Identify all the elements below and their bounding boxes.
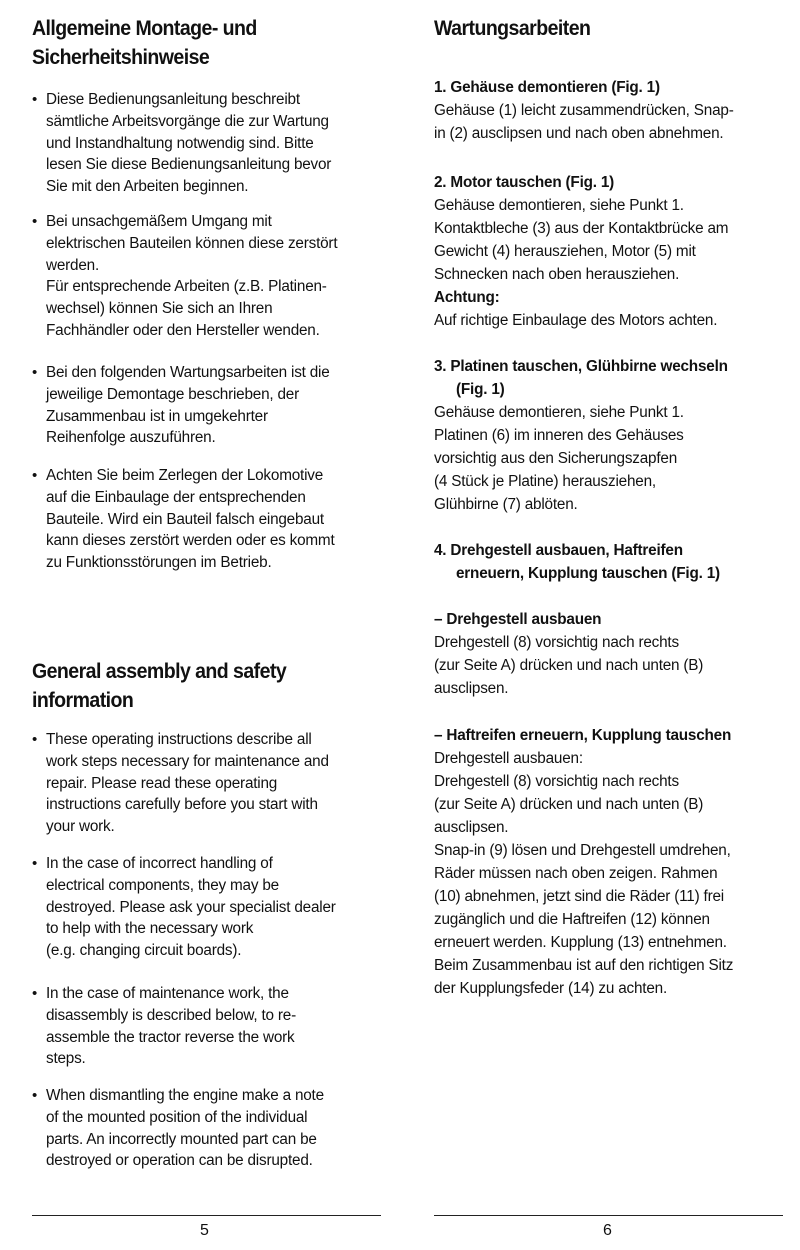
section-title: 1. Gehäuse demontieren (Fig. 1)	[434, 79, 660, 96]
text-line: auf die Einbaulage der entsprechenden	[46, 488, 306, 506]
section-body-line: in (2) ausclipsen und nach oben abnehmen.	[434, 125, 724, 142]
section-title: 4. Drehgestell ausbauen, Haftreifen	[434, 542, 683, 559]
section-body-line: erneuert werden. Kupplung (13) entnehmen.	[434, 934, 727, 951]
heading-line: Allgemeine Montage- und	[32, 17, 257, 40]
section-body-line: Gehäuse demontieren, siehe Punkt 1.	[434, 197, 684, 214]
section-body-line: Gewicht (4) herausziehen, Motor (5) mit	[434, 243, 696, 260]
section-body-line: (zur Seite A) drücken und nach unten (B)	[434, 796, 704, 813]
text-line: lesen Sie diese Bedienungsanleitung bevor	[46, 156, 332, 174]
note-text: Auf richtige Einbaulage des Motors achten.	[434, 312, 718, 329]
text-line: In the case of incorrect handling of	[46, 855, 273, 872]
heading-line: Sicherheitshinweise	[32, 46, 210, 69]
bullet-en-3	[32, 983, 297, 1070]
text-line: These operating instructions describe all	[46, 731, 312, 748]
section-body-line: Glühbirne (7) ablöten.	[434, 496, 578, 513]
bullet-icon: •	[32, 731, 38, 748]
section-body-line: Drehgestell (8) vorsichtig nach rechts	[434, 634, 679, 651]
section-1	[434, 76, 734, 145]
bullet-en-4	[32, 1085, 324, 1172]
footer-rule-right	[434, 1215, 783, 1216]
text-line: werden.	[46, 256, 100, 274]
heading-line: information	[32, 689, 134, 712]
section-body-line: Drehgestell (8) vorsichtig nach rechts	[434, 773, 679, 790]
text-line: destroyed or operation can be disrupted.	[46, 1152, 313, 1170]
text-line: destroyed. Please ask your specialist dealer	[46, 898, 336, 916]
section-body-line: zugänglich und die Haftreifen (12) können	[434, 911, 710, 928]
text-line: Bei unsachgemäßem Umgang mit	[46, 213, 272, 230]
text-line: electrical components, they may be	[46, 876, 279, 894]
page-number-left: 5	[200, 1222, 209, 1239]
text-line: Zusammenbau ist in umgekehrter	[46, 407, 268, 425]
section-body-line: Beim Zusammenbau ist auf den richtigen Sitz	[434, 957, 734, 974]
text-line: work steps necessary for maintenance and	[46, 752, 329, 770]
text-line: instructions carefully before you start with	[46, 796, 318, 814]
text-line: your work.	[46, 818, 115, 836]
section-body-line: ausclipsen.	[434, 680, 509, 697]
text-line: sämtliche Arbeitsvorgänge die zur Wartung	[46, 112, 329, 130]
section-body-line: Drehgestell ausbauen:	[434, 750, 583, 767]
text-line: Reihenfolge auszuführen.	[46, 429, 216, 447]
section-4a	[434, 608, 703, 700]
section-title: 2. Motor tauschen (Fig. 1)	[434, 174, 615, 191]
text-line: repair. Please read these operating	[46, 774, 278, 792]
note-label: Achtung:	[434, 289, 500, 306]
section-body-line: Gehäuse demontieren, siehe Punkt 1.	[434, 404, 684, 421]
text-line: Für entsprechende Arbeiten (z.B. Platinen-	[46, 278, 327, 296]
bullet-en-1	[32, 729, 329, 838]
bullet-icon: •	[32, 213, 38, 230]
bullet-icon: •	[32, 467, 38, 484]
footer-rule-left	[32, 1215, 381, 1216]
bullet-de-3	[32, 362, 330, 449]
section-body-line: ausclipsen.	[434, 819, 509, 836]
page-number-right: 6	[603, 1222, 612, 1239]
heading-general-en	[32, 657, 286, 715]
text-line: Fachhändler oder den Hersteller wenden.	[46, 321, 320, 339]
section-title: – Drehgestell ausbauen	[434, 611, 602, 628]
section-4	[434, 539, 720, 585]
section-body-line: Schnecken nach oben herausziehen.	[434, 266, 680, 283]
text-line: wechsel) können Sie sich an Ihren	[46, 300, 273, 318]
text-line: jeweilige Demontage beschrieben, der	[46, 385, 300, 403]
text-line: disassembly is described below, to re-	[46, 1006, 297, 1024]
bullet-icon: •	[32, 364, 38, 381]
section-body-line: (10) abnehmen, jetzt sind die Räder (11) frei	[434, 888, 725, 905]
section-body-line: Kontaktbleche (3) aus der Kontaktbrücke am	[434, 220, 729, 237]
section-body-line: (zur Seite A) drücken und nach unten (B)	[434, 657, 704, 674]
text-line: Bei den folgenden Wartungsarbeiten ist die	[46, 364, 330, 381]
section-3	[434, 355, 728, 516]
section-2	[434, 171, 728, 332]
bullet-icon: •	[32, 855, 38, 872]
section-body-line: Räder müssen nach oben zeigen. Rahmen	[434, 865, 718, 882]
heading-maintenance: Wartungsarbeiten	[434, 17, 591, 40]
text-line: Bauteile. Wird ein Bauteil falsch eingebaut	[46, 510, 324, 528]
text-line: (e.g. changing circuit boards).	[46, 942, 242, 960]
section-title: (Fig. 1)	[456, 381, 505, 398]
heading-line: General assembly and safety	[32, 660, 287, 683]
text-line: Achten Sie beim Zerlegen der Lokomotive	[46, 467, 324, 484]
text-line: Sie mit den Arbeiten beginnen.	[46, 178, 249, 196]
text-line: steps.	[46, 1050, 86, 1068]
bullet-de-2	[32, 211, 338, 342]
section-body-line: Gehäuse (1) leicht zusammendrücken, Snap-	[434, 102, 734, 119]
section-title: – Haftreifen erneuern, Kupplung tauschen	[434, 727, 732, 744]
section-title: erneuern, Kupplung tauschen (Fig. 1)	[456, 565, 720, 582]
text-line: assemble the tractor reverse the work	[46, 1028, 295, 1046]
text-line: und Instandhaltung notwendig sind. Bitte	[46, 134, 314, 152]
text-line: elektrischen Bauteilen können diese zerstört	[46, 234, 338, 252]
bullet-icon: •	[32, 1087, 38, 1104]
section-body-line: der Kupplungsfeder (14) zu achten.	[434, 980, 668, 997]
section-4b	[434, 724, 733, 1000]
text-line: parts. An incorrectly mounted part can be	[46, 1130, 317, 1148]
section-title: 3. Platinen tauschen, Glühbirne wechseln	[434, 358, 728, 375]
text-line: kann dieses zerstört werden oder es kommt	[46, 532, 335, 550]
text-line: Diese Bedienungsanleitung beschreibt	[46, 91, 300, 108]
bullet-icon: •	[32, 91, 38, 108]
section-body-line: Platinen (6) im inneren des Gehäuses	[434, 427, 684, 444]
section-body-line: Snap-in (9) lösen und Drehgestell umdrehen,	[434, 842, 731, 859]
bullet-icon: •	[32, 985, 38, 1002]
text-line: to help with the necessary work	[46, 920, 254, 938]
text-line: zu Funktionsstörungen im Betrieb.	[46, 554, 272, 572]
bullet-de-4	[32, 465, 335, 574]
text-line: In the case of maintenance work, the	[46, 985, 289, 1002]
text-line: of the mounted position of the individual	[46, 1108, 308, 1126]
bullet-en-2	[32, 853, 336, 962]
section-body-line: vorsichtig aus den Sicherungszapfen	[434, 450, 678, 467]
section-body-line: (4 Stück je Platine) herausziehen,	[434, 473, 656, 490]
bullet-de-1	[32, 89, 332, 198]
text-line: When dismantling the engine make a note	[46, 1087, 324, 1104]
heading-general-de	[32, 14, 257, 72]
